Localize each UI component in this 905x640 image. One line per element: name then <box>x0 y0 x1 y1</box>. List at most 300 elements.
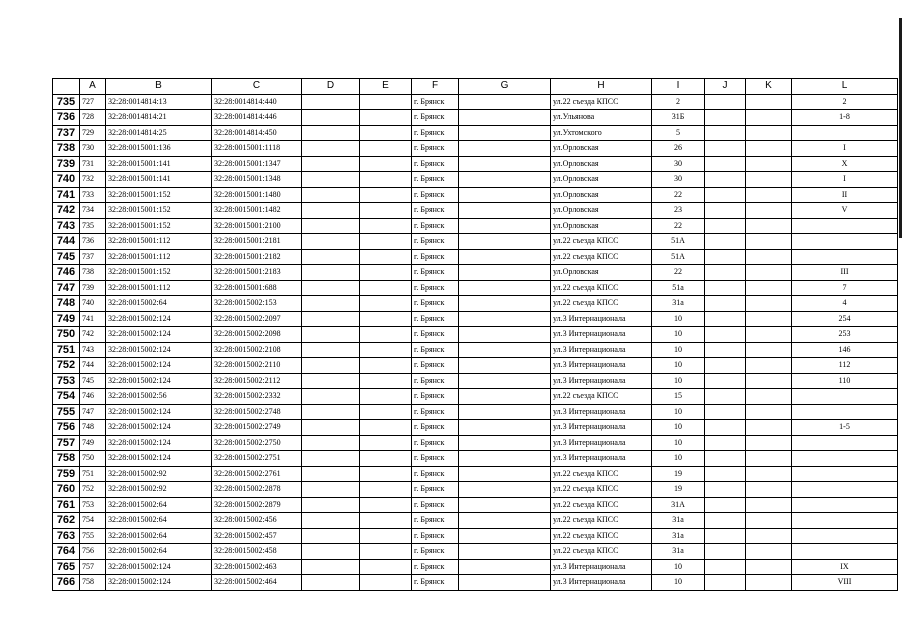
row-number-cell[interactable]: 763 <box>53 528 80 544</box>
cell-f[interactable]: г. Брянск <box>412 404 459 420</box>
cell-a[interactable]: 746 <box>80 389 106 405</box>
cell-c[interactable]: 32:28:0015002:2112 <box>212 373 302 389</box>
cell-l[interactable]: 253 <box>792 327 898 343</box>
cell-f[interactable]: г. Брянск <box>412 110 459 126</box>
cell-h[interactable]: ул.Орловская <box>551 187 652 203</box>
cell-b[interactable]: 32:28:0015002:92 <box>106 466 212 482</box>
cell-j[interactable] <box>705 497 746 513</box>
row-number-cell[interactable]: 741 <box>53 187 80 203</box>
cell-i[interactable]: 22 <box>652 187 705 203</box>
cell-f[interactable]: г. Брянск <box>412 203 459 219</box>
cell-k[interactable] <box>746 172 792 188</box>
cell-g[interactable] <box>459 528 551 544</box>
cell-b[interactable]: 32:28:0015002:124 <box>106 404 212 420</box>
cell-b[interactable]: 32:28:0015002:124 <box>106 373 212 389</box>
cell-i[interactable]: 19 <box>652 482 705 498</box>
cell-i[interactable]: 31а <box>652 544 705 560</box>
cell-l[interactable]: 1-5 <box>792 420 898 436</box>
cell-b[interactable]: 32:28:0015001:141 <box>106 156 212 172</box>
cell-b[interactable]: 32:28:0015001:152 <box>106 187 212 203</box>
cell-i[interactable]: 26 <box>652 141 705 157</box>
cell-b[interactable]: 32:28:0015001:112 <box>106 280 212 296</box>
cell-h[interactable]: ул.22 съезда КПСС <box>551 497 652 513</box>
cell-j[interactable] <box>705 110 746 126</box>
cell-g[interactable] <box>459 234 551 250</box>
row-number-cell[interactable]: 755 <box>53 404 80 420</box>
cell-g[interactable] <box>459 296 551 312</box>
cell-h[interactable]: ул.22 съезда КПСС <box>551 296 652 312</box>
row-number-cell[interactable]: 745 <box>53 249 80 265</box>
cell-f[interactable]: г. Брянск <box>412 218 459 234</box>
cell-a[interactable]: 752 <box>80 482 106 498</box>
cell-i[interactable]: 51А <box>652 234 705 250</box>
cell-j[interactable] <box>705 234 746 250</box>
cell-e[interactable] <box>360 373 412 389</box>
cell-b[interactable]: 32:28:0015002:124 <box>106 420 212 436</box>
cell-a[interactable]: 756 <box>80 544 106 560</box>
cell-l[interactable] <box>792 389 898 405</box>
row-number-cell[interactable]: 746 <box>53 265 80 281</box>
cell-j[interactable] <box>705 559 746 575</box>
cell-l[interactable]: I <box>792 172 898 188</box>
cell-d[interactable] <box>302 94 360 110</box>
cell-k[interactable] <box>746 497 792 513</box>
cell-i[interactable]: 22 <box>652 265 705 281</box>
cell-f[interactable]: г. Брянск <box>412 358 459 374</box>
cell-f[interactable]: г. Брянск <box>412 141 459 157</box>
cell-k[interactable] <box>746 234 792 250</box>
column-header-a[interactable]: A <box>80 79 106 95</box>
cell-i[interactable]: 22 <box>652 218 705 234</box>
cell-i[interactable]: 10 <box>652 451 705 467</box>
cell-j[interactable] <box>705 358 746 374</box>
cell-c[interactable]: 32:28:0015001:2182 <box>212 249 302 265</box>
cell-b[interactable]: 32:28:0015002:64 <box>106 513 212 529</box>
cell-b[interactable]: 32:28:0015002:124 <box>106 435 212 451</box>
cell-d[interactable] <box>302 296 360 312</box>
cell-h[interactable]: ул.Ухтомского <box>551 125 652 141</box>
cell-d[interactable] <box>302 141 360 157</box>
cell-i[interactable]: 31а <box>652 296 705 312</box>
column-header-j[interactable]: J <box>705 79 746 95</box>
cell-h[interactable]: ул.3 Интернационала <box>551 373 652 389</box>
cell-k[interactable] <box>746 420 792 436</box>
cell-a[interactable]: 730 <box>80 141 106 157</box>
cell-h[interactable]: ул.Ульянова <box>551 110 652 126</box>
cell-f[interactable]: г. Брянск <box>412 311 459 327</box>
cell-a[interactable]: 728 <box>80 110 106 126</box>
cell-e[interactable] <box>360 156 412 172</box>
cell-g[interactable] <box>459 110 551 126</box>
cell-g[interactable] <box>459 327 551 343</box>
cell-e[interactable] <box>360 528 412 544</box>
cell-f[interactable]: г. Брянск <box>412 559 459 575</box>
cell-k[interactable] <box>746 559 792 575</box>
cell-h[interactable]: ул.22 съезда КПСС <box>551 528 652 544</box>
cell-i[interactable]: 10 <box>652 575 705 591</box>
cell-d[interactable] <box>302 249 360 265</box>
cell-i[interactable]: 51А <box>652 249 705 265</box>
column-header-k[interactable]: K <box>746 79 792 95</box>
cell-g[interactable] <box>459 451 551 467</box>
cell-i[interactable]: 10 <box>652 373 705 389</box>
cell-e[interactable] <box>360 265 412 281</box>
column-header-d[interactable]: D <box>302 79 360 95</box>
cell-k[interactable] <box>746 110 792 126</box>
cell-c[interactable]: 32:28:0015001:1118 <box>212 141 302 157</box>
cell-a[interactable]: 744 <box>80 358 106 374</box>
cell-l[interactable] <box>792 497 898 513</box>
cell-k[interactable] <box>746 404 792 420</box>
cell-d[interactable] <box>302 389 360 405</box>
cell-k[interactable] <box>746 528 792 544</box>
cell-i[interactable]: 10 <box>652 435 705 451</box>
cell-g[interactable] <box>459 466 551 482</box>
cell-c[interactable]: 32:28:0015002:456 <box>212 513 302 529</box>
cell-i[interactable]: 31А <box>652 497 705 513</box>
cell-l[interactable]: 7 <box>792 280 898 296</box>
cell-g[interactable] <box>459 435 551 451</box>
cell-h[interactable]: ул.3 Интернационала <box>551 451 652 467</box>
cell-i[interactable]: 30 <box>652 172 705 188</box>
cell-k[interactable] <box>746 544 792 560</box>
cell-k[interactable] <box>746 389 792 405</box>
cell-d[interactable] <box>302 497 360 513</box>
cell-h[interactable]: ул.3 Интернационала <box>551 575 652 591</box>
cell-c[interactable]: 32:28:0015002:2878 <box>212 482 302 498</box>
cell-a[interactable]: 745 <box>80 373 106 389</box>
cell-l[interactable]: 110 <box>792 373 898 389</box>
cell-f[interactable]: г. Брянск <box>412 575 459 591</box>
cell-l[interactable] <box>792 528 898 544</box>
cell-e[interactable] <box>360 451 412 467</box>
cell-a[interactable]: 758 <box>80 575 106 591</box>
cell-f[interactable]: г. Брянск <box>412 342 459 358</box>
cell-f[interactable]: г. Брянск <box>412 125 459 141</box>
cell-c[interactable]: 32:28:0015002:2749 <box>212 420 302 436</box>
cell-g[interactable] <box>459 187 551 203</box>
cell-j[interactable] <box>705 296 746 312</box>
cell-b[interactable]: 32:28:0015001:152 <box>106 218 212 234</box>
cell-a[interactable]: 735 <box>80 218 106 234</box>
cell-c[interactable]: 32:28:0015002:457 <box>212 528 302 544</box>
cell-e[interactable] <box>360 280 412 296</box>
cell-l[interactable]: IX <box>792 559 898 575</box>
row-number-cell[interactable]: 760 <box>53 482 80 498</box>
cell-a[interactable]: 743 <box>80 342 106 358</box>
cell-f[interactable]: г. Брянск <box>412 513 459 529</box>
cell-e[interactable] <box>360 497 412 513</box>
cell-e[interactable] <box>360 466 412 482</box>
cell-k[interactable] <box>746 94 792 110</box>
row-number-cell[interactable]: 743 <box>53 218 80 234</box>
cell-h[interactable]: ул.Орловская <box>551 265 652 281</box>
cell-f[interactable]: г. Брянск <box>412 296 459 312</box>
cell-j[interactable] <box>705 218 746 234</box>
cell-a[interactable]: 736 <box>80 234 106 250</box>
cell-k[interactable] <box>746 482 792 498</box>
column-header-b[interactable]: B <box>106 79 212 95</box>
row-number-cell[interactable]: 753 <box>53 373 80 389</box>
cell-d[interactable] <box>302 373 360 389</box>
cell-i[interactable]: 31а <box>652 513 705 529</box>
cell-d[interactable] <box>302 218 360 234</box>
column-header-h[interactable]: H <box>551 79 652 95</box>
cell-e[interactable] <box>360 94 412 110</box>
cell-f[interactable]: г. Брянск <box>412 156 459 172</box>
cell-d[interactable] <box>302 156 360 172</box>
cell-g[interactable] <box>459 203 551 219</box>
cell-k[interactable] <box>746 141 792 157</box>
cell-d[interactable] <box>302 435 360 451</box>
row-number-cell[interactable]: 756 <box>53 420 80 436</box>
cell-e[interactable] <box>360 311 412 327</box>
cell-l[interactable]: 146 <box>792 342 898 358</box>
cell-f[interactable]: г. Брянск <box>412 94 459 110</box>
cell-g[interactable] <box>459 358 551 374</box>
cell-b[interactable]: 32:28:0015002:124 <box>106 327 212 343</box>
row-number-cell[interactable]: 752 <box>53 358 80 374</box>
row-number-cell[interactable]: 757 <box>53 435 80 451</box>
cell-e[interactable] <box>360 218 412 234</box>
cell-g[interactable] <box>459 420 551 436</box>
cell-j[interactable] <box>705 141 746 157</box>
cell-d[interactable] <box>302 265 360 281</box>
cell-k[interactable] <box>746 125 792 141</box>
cell-k[interactable] <box>746 451 792 467</box>
cell-c[interactable]: 32:28:0015001:1480 <box>212 187 302 203</box>
cell-g[interactable] <box>459 141 551 157</box>
cell-i[interactable]: 10 <box>652 404 705 420</box>
cell-l[interactable] <box>792 482 898 498</box>
row-number-cell[interactable]: 751 <box>53 342 80 358</box>
cell-a[interactable]: 727 <box>80 94 106 110</box>
cell-f[interactable]: г. Брянск <box>412 497 459 513</box>
row-number-cell[interactable]: 754 <box>53 389 80 405</box>
cell-h[interactable]: ул.Орловская <box>551 218 652 234</box>
cell-j[interactable] <box>705 451 746 467</box>
cell-i[interactable]: 5 <box>652 125 705 141</box>
cell-b[interactable]: 32:28:0014814:21 <box>106 110 212 126</box>
cell-b[interactable]: 32:28:0015001:141 <box>106 172 212 188</box>
cell-k[interactable] <box>746 435 792 451</box>
cell-j[interactable] <box>705 575 746 591</box>
row-number-cell[interactable]: 740 <box>53 172 80 188</box>
cell-k[interactable] <box>746 296 792 312</box>
cell-i[interactable]: 31а <box>652 528 705 544</box>
cell-e[interactable] <box>360 389 412 405</box>
cell-d[interactable] <box>302 482 360 498</box>
cell-k[interactable] <box>746 156 792 172</box>
cell-h[interactable]: ул.22 съезда КПСС <box>551 280 652 296</box>
cell-b[interactable]: 32:28:0015001:152 <box>106 265 212 281</box>
cell-c[interactable]: 32:28:0015002:464 <box>212 575 302 591</box>
cell-k[interactable] <box>746 358 792 374</box>
cell-d[interactable] <box>302 451 360 467</box>
cell-g[interactable] <box>459 497 551 513</box>
cell-e[interactable] <box>360 234 412 250</box>
row-number-cell[interactable]: 759 <box>53 466 80 482</box>
cell-h[interactable]: ул.Орловская <box>551 141 652 157</box>
cell-c[interactable]: 32:28:0015002:2098 <box>212 327 302 343</box>
cell-j[interactable] <box>705 420 746 436</box>
cell-c[interactable]: 32:28:0014814:440 <box>212 94 302 110</box>
cell-i[interactable]: 10 <box>652 559 705 575</box>
cell-d[interactable] <box>302 404 360 420</box>
row-number-cell[interactable]: 761 <box>53 497 80 513</box>
cell-j[interactable] <box>705 544 746 560</box>
cell-i[interactable]: 10 <box>652 327 705 343</box>
row-number-cell[interactable]: 762 <box>53 513 80 529</box>
cell-k[interactable] <box>746 342 792 358</box>
row-number-cell[interactable]: 766 <box>53 575 80 591</box>
cell-d[interactable] <box>302 311 360 327</box>
cell-l[interactable] <box>792 125 898 141</box>
cell-c[interactable]: 32:28:0015002:463 <box>212 559 302 575</box>
cell-b[interactable]: 32:28:0015002:124 <box>106 575 212 591</box>
cell-g[interactable] <box>459 280 551 296</box>
cell-c[interactable]: 32:28:0015002:458 <box>212 544 302 560</box>
cell-j[interactable] <box>705 156 746 172</box>
cell-b[interactable]: 32:28:0015002:64 <box>106 497 212 513</box>
cell-h[interactable]: ул.Орловская <box>551 156 652 172</box>
cell-k[interactable] <box>746 249 792 265</box>
cell-h[interactable]: ул.3 Интернационала <box>551 327 652 343</box>
cell-d[interactable] <box>302 575 360 591</box>
cell-a[interactable]: 729 <box>80 125 106 141</box>
cell-d[interactable] <box>302 280 360 296</box>
cell-g[interactable] <box>459 311 551 327</box>
cell-i[interactable]: 10 <box>652 420 705 436</box>
cell-h[interactable]: ул.22 съезда КПСС <box>551 94 652 110</box>
cell-c[interactable]: 32:28:0015001:1347 <box>212 156 302 172</box>
cell-d[interactable] <box>302 544 360 560</box>
cell-f[interactable]: г. Брянск <box>412 466 459 482</box>
cell-f[interactable]: г. Брянск <box>412 172 459 188</box>
cell-l[interactable]: X <box>792 156 898 172</box>
cell-c[interactable]: 32:28:0015001:1482 <box>212 203 302 219</box>
cell-f[interactable]: г. Брянск <box>412 234 459 250</box>
cell-b[interactable]: 32:28:0015002:124 <box>106 358 212 374</box>
cell-l[interactable] <box>792 513 898 529</box>
cell-e[interactable] <box>360 203 412 219</box>
cell-c[interactable]: 32:28:0015002:2097 <box>212 311 302 327</box>
cell-f[interactable]: г. Брянск <box>412 544 459 560</box>
cell-f[interactable]: г. Брянск <box>412 265 459 281</box>
cell-g[interactable] <box>459 172 551 188</box>
cell-c[interactable]: 32:28:0015002:2108 <box>212 342 302 358</box>
cell-f[interactable]: г. Брянск <box>412 389 459 405</box>
cell-f[interactable]: г. Брянск <box>412 280 459 296</box>
cell-f[interactable]: г. Брянск <box>412 435 459 451</box>
cell-j[interactable] <box>705 203 746 219</box>
row-number-cell[interactable]: 735 <box>53 94 80 110</box>
cell-d[interactable] <box>302 342 360 358</box>
cell-i[interactable]: 31Б <box>652 110 705 126</box>
cell-b[interactable]: 32:28:0015002:92 <box>106 482 212 498</box>
cell-h[interactable]: ул.22 съезда КПСС <box>551 482 652 498</box>
cell-d[interactable] <box>302 513 360 529</box>
cell-l[interactable]: V <box>792 203 898 219</box>
cell-d[interactable] <box>302 234 360 250</box>
cell-e[interactable] <box>360 342 412 358</box>
cell-j[interactable] <box>705 280 746 296</box>
cell-a[interactable]: 754 <box>80 513 106 529</box>
cell-c[interactable]: 32:28:0015002:2748 <box>212 404 302 420</box>
cell-b[interactable]: 32:28:0014814:13 <box>106 94 212 110</box>
cell-l[interactable] <box>792 218 898 234</box>
cell-l[interactable]: I <box>792 141 898 157</box>
cell-k[interactable] <box>746 187 792 203</box>
cell-l[interactable] <box>792 435 898 451</box>
cell-i[interactable]: 2 <box>652 94 705 110</box>
cell-c[interactable]: 32:28:0015001:2183 <box>212 265 302 281</box>
cell-f[interactable]: г. Брянск <box>412 373 459 389</box>
cell-g[interactable] <box>459 94 551 110</box>
row-number-cell[interactable]: 750 <box>53 327 80 343</box>
cell-i[interactable]: 15 <box>652 389 705 405</box>
cell-h[interactable]: ул.3 Интернационала <box>551 342 652 358</box>
cell-d[interactable] <box>302 125 360 141</box>
row-number-cell[interactable]: 764 <box>53 544 80 560</box>
cell-l[interactable]: 254 <box>792 311 898 327</box>
cell-b[interactable]: 32:28:0015001:112 <box>106 249 212 265</box>
cell-h[interactable]: ул.Орловская <box>551 172 652 188</box>
cell-j[interactable] <box>705 513 746 529</box>
cell-l[interactable] <box>792 404 898 420</box>
cell-l[interactable] <box>792 249 898 265</box>
cell-h[interactable]: ул.22 съезда КПСС <box>551 389 652 405</box>
column-header-f[interactable]: F <box>412 79 459 95</box>
cell-a[interactable]: 751 <box>80 466 106 482</box>
cell-c[interactable]: 32:28:0014814:450 <box>212 125 302 141</box>
cell-b[interactable]: 32:28:0015002:124 <box>106 559 212 575</box>
cell-a[interactable]: 733 <box>80 187 106 203</box>
cell-g[interactable] <box>459 513 551 529</box>
cell-a[interactable]: 748 <box>80 420 106 436</box>
cell-k[interactable] <box>746 203 792 219</box>
cell-f[interactable]: г. Брянск <box>412 482 459 498</box>
cell-j[interactable] <box>705 389 746 405</box>
cell-c[interactable]: 32:28:0015001:2100 <box>212 218 302 234</box>
column-header-g[interactable]: G <box>459 79 551 95</box>
cell-j[interactable] <box>705 404 746 420</box>
cell-l[interactable] <box>792 544 898 560</box>
row-number-cell[interactable]: 749 <box>53 311 80 327</box>
cell-e[interactable] <box>360 513 412 529</box>
cell-b[interactable]: 32:28:0015002:124 <box>106 451 212 467</box>
cell-k[interactable] <box>746 280 792 296</box>
cell-a[interactable]: 757 <box>80 559 106 575</box>
cell-l[interactable]: VIII <box>792 575 898 591</box>
cell-a[interactable]: 734 <box>80 203 106 219</box>
cell-g[interactable] <box>459 544 551 560</box>
cell-h[interactable]: ул.Орловская <box>551 203 652 219</box>
column-header-i[interactable]: I <box>652 79 705 95</box>
cell-i[interactable]: 10 <box>652 342 705 358</box>
cell-k[interactable] <box>746 327 792 343</box>
cell-h[interactable]: ул.3 Интернационала <box>551 358 652 374</box>
cell-h[interactable]: ул.22 съезда КПСС <box>551 544 652 560</box>
cell-d[interactable] <box>302 203 360 219</box>
cell-e[interactable] <box>360 296 412 312</box>
cell-g[interactable] <box>459 575 551 591</box>
cell-i[interactable]: 10 <box>652 358 705 374</box>
cell-j[interactable] <box>705 311 746 327</box>
cell-e[interactable] <box>360 125 412 141</box>
cell-c[interactable]: 32:28:0015002:2332 <box>212 389 302 405</box>
cell-c[interactable]: 32:28:0015001:1348 <box>212 172 302 188</box>
